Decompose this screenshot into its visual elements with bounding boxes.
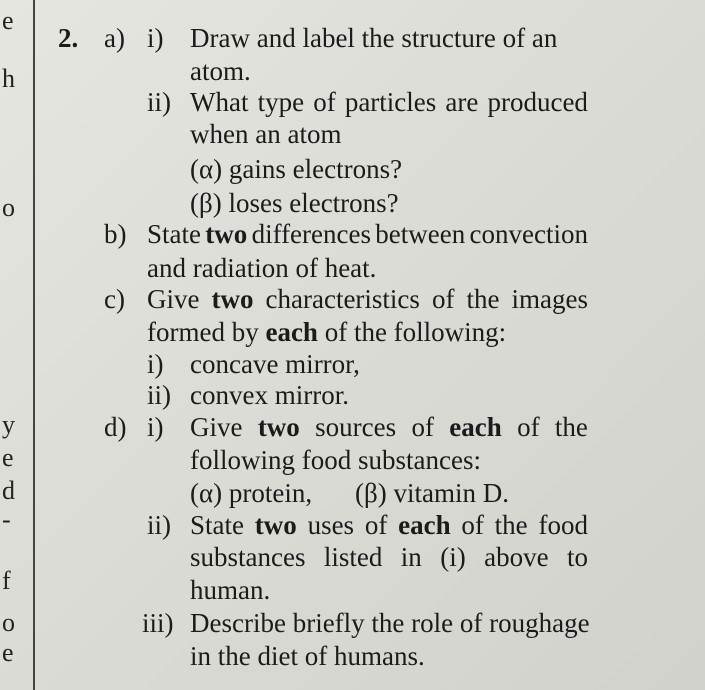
word: uses — [307, 510, 355, 540]
part-a-label: a) — [104, 23, 125, 53]
word: images — [511, 284, 588, 314]
part-b-line1 — [147, 218, 588, 250]
word-bold: two — [211, 284, 254, 314]
part-b-label: b) — [104, 219, 127, 249]
word: Give — [147, 284, 200, 314]
word: of — [517, 412, 540, 442]
part-b-line2: and radiation of heat. — [147, 253, 377, 283]
part-c-i-text: concave mirror, — [190, 349, 360, 379]
part-c-ii-label: ii) — [147, 380, 171, 410]
word: of — [431, 284, 455, 314]
part-d-i-label: i) — [147, 412, 164, 442]
word: produced — [487, 87, 588, 117]
part-c-i-label: i) — [147, 349, 164, 379]
part-c-line2 — [147, 316, 506, 348]
part-d-iii-line1: Describe briefly the role of roughage — [190, 608, 590, 638]
part-a-ii-beta: (β) loses electrons? — [190, 188, 399, 218]
part-d-ii-label: ii) — [147, 510, 171, 540]
part-d-i-alpha: (α) protein, — [190, 478, 313, 508]
margin-fragment: o — [2, 608, 15, 637]
part-a-i-text-cont: atom. — [190, 56, 251, 86]
word-bold: two — [257, 412, 300, 442]
word: to — [566, 542, 588, 572]
word: characteristics — [265, 284, 420, 314]
word: between — [375, 219, 466, 249]
word: of — [411, 412, 434, 442]
part-d-ii-line3: human. — [190, 575, 271, 605]
word: What — [190, 87, 249, 117]
word: differences — [251, 219, 371, 249]
word: type — [257, 87, 305, 117]
word: are — [445, 87, 479, 117]
word: the — [554, 412, 588, 442]
word: the — [466, 284, 500, 314]
part-c-label: c) — [104, 284, 125, 314]
word-bold: each — [265, 317, 318, 347]
margin-fragment: - — [2, 505, 11, 534]
word: Give — [190, 412, 243, 442]
text: formed by — [147, 317, 266, 347]
part-d-iii-line2: in the diet of humans. — [190, 641, 425, 671]
margin-divider — [33, 0, 35, 690]
part-d-iii-label: iii) — [142, 608, 174, 638]
word: (i) — [440, 542, 466, 572]
word: sources — [315, 412, 397, 442]
part-a-i-label: i) — [147, 23, 164, 53]
margin-fragment: h — [2, 64, 15, 93]
word: above — [484, 542, 549, 572]
part-c-ii-text: convex mirror. — [190, 380, 349, 410]
word: particles — [344, 87, 437, 117]
word: State — [147, 219, 201, 249]
part-d-ii-line2 — [190, 541, 588, 573]
word-bold: two — [254, 510, 297, 540]
word: listed — [323, 542, 383, 572]
part-d-label: d) — [104, 412, 127, 442]
word: in — [400, 542, 422, 572]
part-d-i-line2: following food substances: — [190, 445, 481, 475]
question-number: 2. — [58, 23, 79, 53]
part-d-i-line1 — [190, 411, 588, 443]
part-d-ii-line1 — [190, 509, 588, 541]
margin-fragment: e — [2, 638, 14, 667]
margin-fragment: o — [2, 193, 15, 222]
word: State — [190, 510, 244, 540]
part-c-line1 — [147, 283, 588, 315]
word: convection — [469, 219, 588, 249]
margin-fragment: d — [2, 476, 15, 505]
word: of — [461, 510, 484, 540]
margin-fragment: f — [2, 566, 11, 595]
word: the — [494, 510, 528, 540]
word-bold: each — [449, 412, 502, 442]
margin-fragment: e — [2, 6, 14, 35]
word-bold: two — [205, 219, 248, 249]
part-a-ii-label: ii) — [147, 87, 171, 117]
part-d-i-beta: (β) vitamin D. — [355, 478, 509, 508]
word: of — [313, 87, 336, 117]
part-a-ii-alpha: (α) gains electrons? — [190, 154, 403, 184]
margin-fragment: y — [2, 410, 15, 439]
word: food — [538, 510, 588, 540]
text: of the following: — [317, 317, 507, 347]
word: of — [364, 510, 388, 540]
part-a-i-text: Draw and label the structure of an — [190, 23, 558, 53]
word: substances — [190, 542, 306, 572]
part-a-ii-line1 — [190, 86, 588, 118]
margin-fragment: e — [2, 443, 14, 472]
part-a-ii-line2: when an atom — [190, 119, 342, 149]
word-bold: each — [398, 510, 451, 540]
